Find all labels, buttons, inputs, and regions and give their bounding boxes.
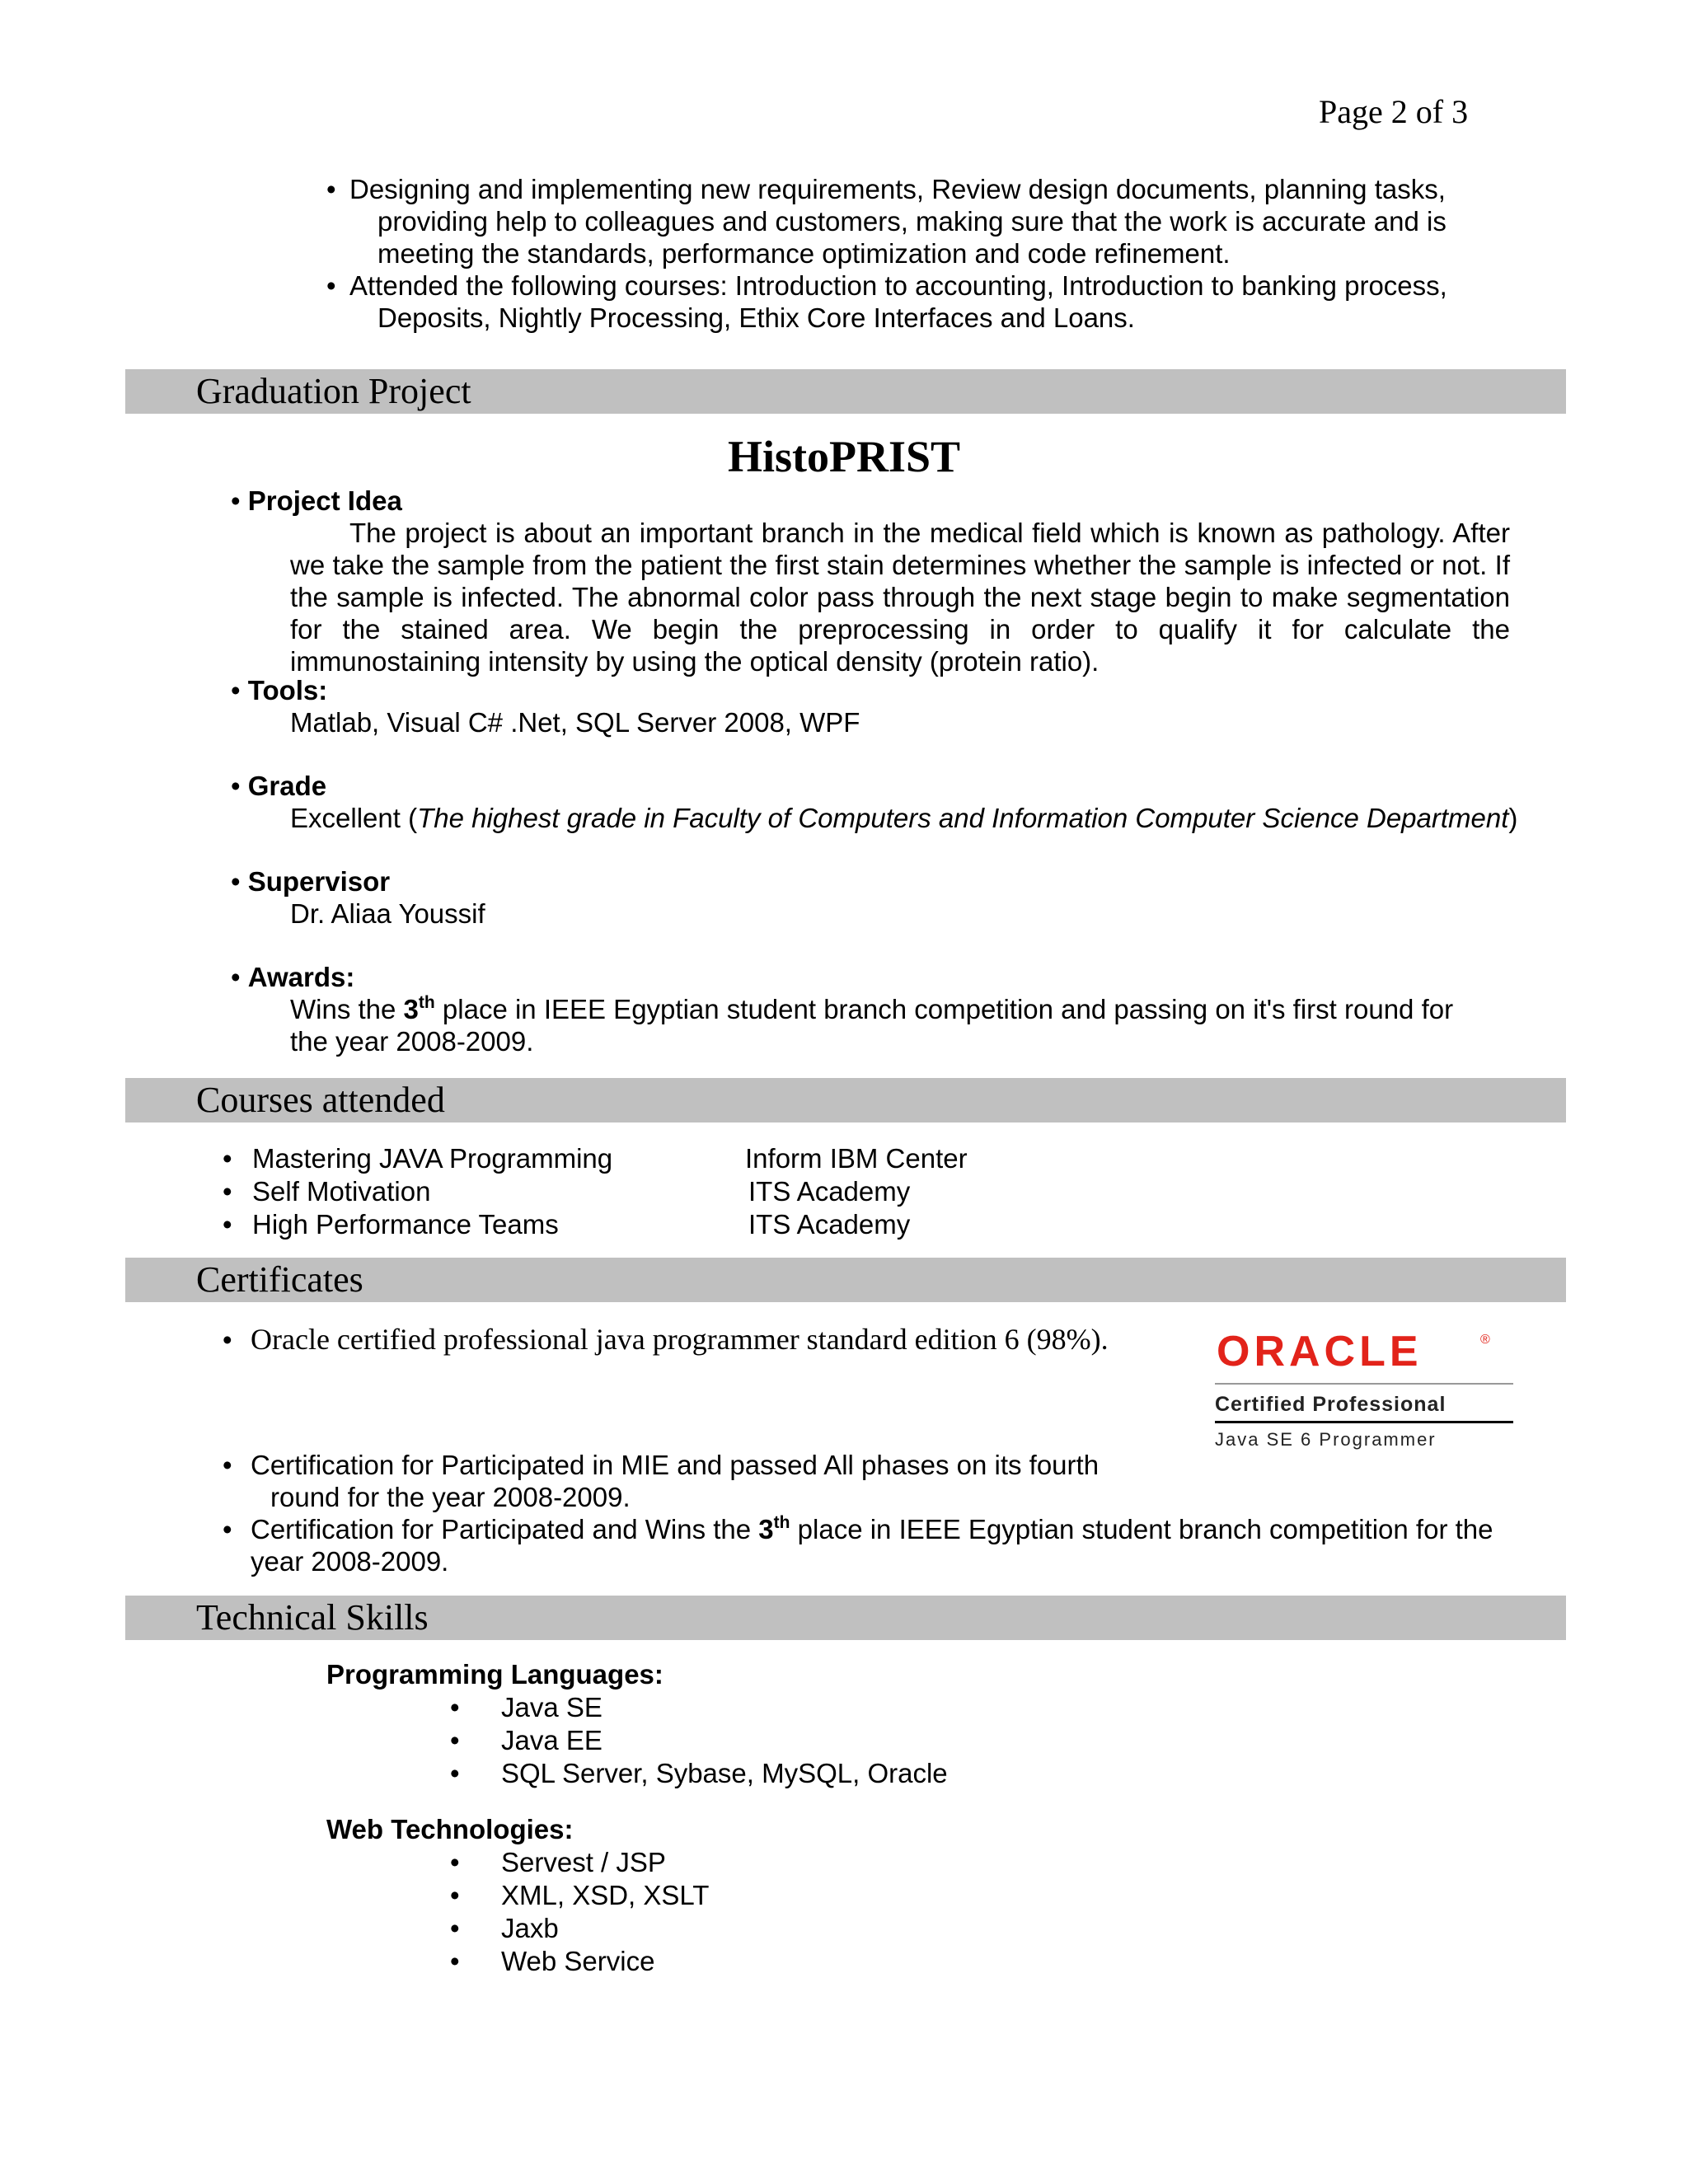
skill-item-text: Web Service [501, 1946, 655, 1976]
course-name: Self Motivation [252, 1176, 431, 1207]
project-idea-heading: Project Idea [247, 485, 402, 516]
bullet-icon: • [231, 675, 241, 705]
grade-text: Excellent (The highest grade in Faculty of Computers and Information Computer Science Department) [290, 803, 1518, 833]
page-number: Page 2 of 3 [1319, 93, 1469, 130]
certificate-ieee-prefix: Certification for Participated and Wins the [251, 1514, 759, 1544]
oracle-logo-word: ORACLE [1217, 1328, 1423, 1376]
oracle-logo-line2: Java SE 6 Programmer [1215, 1429, 1437, 1450]
tools-text: Matlab, Visual C# .Net, SQL Server 2008, WPF [290, 707, 860, 738]
skill-item-text: Jaxb [501, 1913, 559, 1943]
bullet-icon: • [450, 1880, 460, 1910]
oracle-logo-divider [1215, 1383, 1513, 1385]
oracle-logo-divider [1215, 1421, 1513, 1423]
bullet-icon: • [231, 485, 241, 516]
grade-note: The highest grade in Faculty of Computers and Information Computer Science Department [417, 803, 1509, 833]
bullet-icon: • [231, 771, 241, 801]
course-provider: ITS Academy [748, 1209, 911, 1240]
project-idea-heading-row [231, 485, 402, 517]
web-technologies-heading: Web Technologies: [326, 1814, 574, 1844]
bullet-icon: • [326, 270, 336, 301]
bullet-icon: • [450, 1758, 460, 1788]
project-name: HistoPRIST [727, 432, 961, 481]
course-name: Mastering JAVA Programming [252, 1143, 613, 1174]
section-title: Courses attended [196, 1080, 445, 1120]
supervisor-heading-row [231, 865, 390, 898]
project-idea-text: The project is about an important branch in the medical field which is known as pathology. After we take the sample from the patient the first stain determines whether the sample is infected or not. If the sample is infected. The abnormal color pass through the next stage begin to make segmentation for the stained area. We begin the preprocessing in order to qualify it for calculate the immunostaining intensity by using the optical density (protein ratio). [290, 518, 1510, 677]
bullet-icon: • [450, 1725, 460, 1755]
bullet-icon: • [231, 866, 241, 897]
course-provider: Inform IBM Center [745, 1143, 968, 1174]
skill-item-text: XML, XSD, XSLT [501, 1880, 710, 1910]
oracle-logo-line1: Certified Professional [1215, 1393, 1447, 1416]
course-provider: ITS Academy [748, 1176, 911, 1207]
grade-heading: Grade [247, 771, 327, 801]
bullet-icon: • [223, 1324, 232, 1355]
skill-item-text: SQL Server, Sybase, MySQL, Oracle [501, 1758, 948, 1788]
section-title: Technical Skills [196, 1597, 429, 1638]
awards-heading: Awards: [247, 962, 355, 992]
grade-heading-row [231, 770, 326, 802]
awards-line [290, 993, 1453, 1025]
certificate-mie-line: Certification for Participated in MIE and passed All phases on its fourth [251, 1450, 1100, 1480]
section-title: Graduation Project [196, 371, 471, 411]
registered-icon: ® [1480, 1333, 1490, 1347]
programming-languages-heading: Programming Languages: [326, 1659, 663, 1690]
grade-value: Excellent [290, 803, 401, 833]
awards-heading-row [231, 961, 354, 993]
certificate-ieee-line [251, 1513, 1493, 1545]
bullet-icon: • [223, 1514, 232, 1544]
certificate-ieee-rank: 3 [758, 1514, 774, 1544]
bullet-icon: • [450, 1692, 460, 1722]
work-bullet-line: Designing and implementing new requirements, Review design documents, planning tasks, [349, 174, 1446, 204]
supervisor-name: Dr. Aliaa Youssif [290, 898, 485, 929]
oracle-certified-logo [1212, 1327, 1517, 1459]
tools-heading-row [231, 674, 327, 706]
certificate-ieee-rest: place in IEEE Egyptian student branch competition for the [790, 1514, 1493, 1544]
awards-sup: th [418, 993, 435, 1012]
section-title: Certificates [196, 1259, 363, 1300]
bullet-icon: • [223, 1176, 232, 1207]
certificate-ieee-sup: th [773, 1513, 790, 1532]
awards-line: the year 2008-2009. [290, 1026, 534, 1057]
skill-item-text: Servest / JSP [501, 1847, 666, 1877]
certificate-oracle-text: Oracle certified professional java programmer standard edition 6 (98%). [251, 1323, 1109, 1356]
bullet-icon: • [231, 962, 241, 992]
section-header-courses [125, 1078, 1566, 1122]
work-bullet-line: Attended the following courses: Introduction to accounting, Introduction to banking process, [349, 270, 1447, 301]
course-name: High Performance Teams [252, 1209, 559, 1240]
bullet-icon: • [450, 1946, 460, 1976]
supervisor-heading: Supervisor [247, 866, 391, 897]
certificate-ieee-line: year 2008-2009. [251, 1546, 449, 1577]
section-header-certificates [125, 1258, 1566, 1302]
bullet-icon: • [223, 1450, 232, 1480]
section-header-graduation-project [125, 369, 1566, 414]
bullet-icon: • [450, 1913, 460, 1943]
awards-rank: 3 [403, 994, 419, 1024]
awards-rest: place in IEEE Egyptian student branch competition and passing on it's first round for [434, 994, 1454, 1024]
work-bullet-line: meeting the standards, performance optimization and code refinement. [377, 238, 1231, 269]
bullet-icon: • [450, 1847, 460, 1877]
skill-item-text: Java SE [501, 1692, 603, 1722]
work-bullet-line: providing help to colleagues and customers, making sure that the work is accurate and is [377, 206, 1447, 237]
tools-heading: Tools: [247, 675, 328, 705]
bullet-icon: • [223, 1209, 232, 1240]
awards-prefix: Wins the [290, 994, 404, 1024]
section-header-technical-skills [125, 1596, 1566, 1640]
bullet-icon: • [223, 1143, 232, 1174]
certificate-mie-line: round for the year 2008-2009. [270, 1482, 631, 1512]
work-bullet-line: Deposits, Nightly Processing, Ethix Core Interfaces and Loans. [377, 302, 1135, 333]
bullet-icon: • [326, 174, 336, 204]
skill-item-text: Java EE [501, 1725, 603, 1755]
